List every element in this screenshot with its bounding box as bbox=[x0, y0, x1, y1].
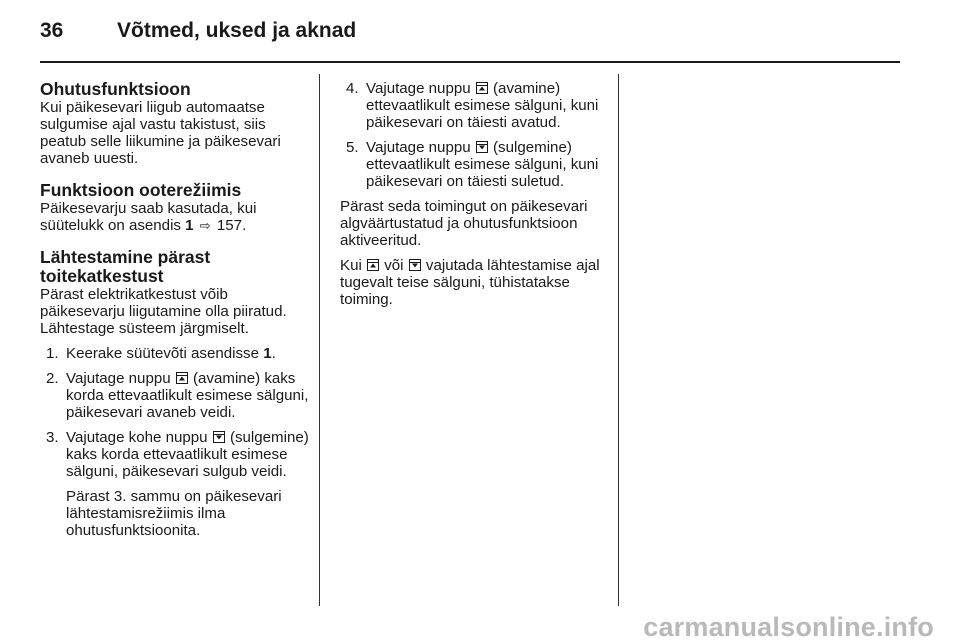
sunshade-open-icon bbox=[176, 372, 188, 384]
paragraph-initialized: Pärast seda toimingut on päikesevari algväärtustatud ja ohutusfunktsioon aktiveeritud. bbox=[340, 198, 588, 249]
section-heading-standby: Funktsioon ooterežiimis bbox=[40, 180, 242, 200]
page-reference-arrow-icon: ⇨ bbox=[199, 218, 211, 233]
step-number: 2. bbox=[46, 370, 59, 387]
step-number: 1. bbox=[46, 345, 59, 362]
step-text-end: . bbox=[271, 345, 276, 362]
header-rule bbox=[40, 61, 900, 63]
step-text: Keerake süütevõti asendisse bbox=[66, 345, 264, 362]
sunshade-close-icon bbox=[213, 431, 225, 443]
list-item-step-5 bbox=[340, 139, 610, 190]
list-item-step-1 bbox=[40, 345, 312, 362]
reset-steps-list bbox=[40, 345, 312, 539]
list-item-step-3 bbox=[40, 429, 312, 539]
sunshade-close-icon bbox=[476, 141, 488, 153]
step-text: (avamine) ettevaatlikult esimese sälguni, kuni päikesevari on täiesti avatud. bbox=[366, 80, 599, 131]
paragraph-cancel bbox=[340, 257, 610, 308]
section-body-safety: Kui päikesevari liigub automaatse sulgumise ajal vastu takistust, siis peatub selle liikumine ja päikesevari avaneb uuesti. bbox=[40, 99, 281, 167]
page-title: Võtmed, uksed ja aknad bbox=[117, 19, 357, 42]
step-text: (sulgemine) kaks korda ettevaatlikult esimese sälguni, päikesevari sulgub veidi. bbox=[66, 429, 309, 480]
sunshade-close-icon bbox=[409, 259, 421, 271]
list-item-step-2 bbox=[40, 370, 312, 421]
section-heading-reset: Lähtestamine pärast toitekatkestust bbox=[40, 247, 211, 286]
column-left bbox=[40, 80, 312, 539]
watermark: carmanualsonline.info bbox=[643, 612, 934, 642]
paragraph-text: vajutada lähtestamise ajal tugevalt teise sälguni, tühistatakse toiming. bbox=[340, 257, 600, 308]
step-text: Vajutage nuppu bbox=[366, 80, 475, 97]
column-divider-1 bbox=[319, 74, 320, 606]
step-number: 5. bbox=[346, 139, 359, 156]
step-text: Vajutage kohe nuppu bbox=[66, 429, 212, 446]
page-reference: 157. bbox=[216, 217, 247, 234]
sunshade-open-icon bbox=[476, 82, 488, 94]
step-text: (sulgemine) ettevaatlikult esimese sälguni, kuni päikesevari on täiesti suletud. bbox=[366, 139, 599, 190]
section-heading-safety: Ohutusfunktsioon bbox=[40, 79, 191, 99]
page-header bbox=[0, 0, 960, 64]
paragraph-text: või bbox=[380, 257, 408, 274]
ignition-position: 1 bbox=[263, 345, 272, 362]
step-number: 3. bbox=[46, 429, 59, 446]
list-item-step-4 bbox=[340, 80, 610, 131]
column-divider-2 bbox=[618, 74, 619, 606]
paragraph-text: Kui bbox=[340, 257, 367, 274]
sunshade-open-icon bbox=[367, 259, 379, 271]
step-text: Vajutage nuppu bbox=[66, 370, 175, 387]
ignition-position: 1 bbox=[185, 217, 194, 234]
section-body-reset: Pärast elektrikatkestust võib päikesevarju liigutamine olla piiratud. Lähtestage süsteem järgmiselt. bbox=[40, 286, 287, 337]
reset-steps-list-continued bbox=[340, 80, 610, 190]
page-number: 36 bbox=[40, 19, 64, 42]
standby-text: Päikesevarju saab kasutada, kui süütelukk on asendis bbox=[40, 200, 257, 234]
section-body-standby bbox=[40, 200, 312, 234]
step-text: Vajutage nuppu bbox=[366, 139, 475, 156]
step-number: 4. bbox=[346, 80, 359, 97]
column-middle bbox=[340, 80, 610, 308]
step-3-note: Pärast 3. sammu on päikesevari lähtestamisrežiimis ilma ohutusfunktsioonita. bbox=[66, 488, 282, 539]
step-text: (avamine) kaks korda ettevaatlikult esimese sälguni, päikesevari avaneb veidi. bbox=[66, 370, 309, 421]
